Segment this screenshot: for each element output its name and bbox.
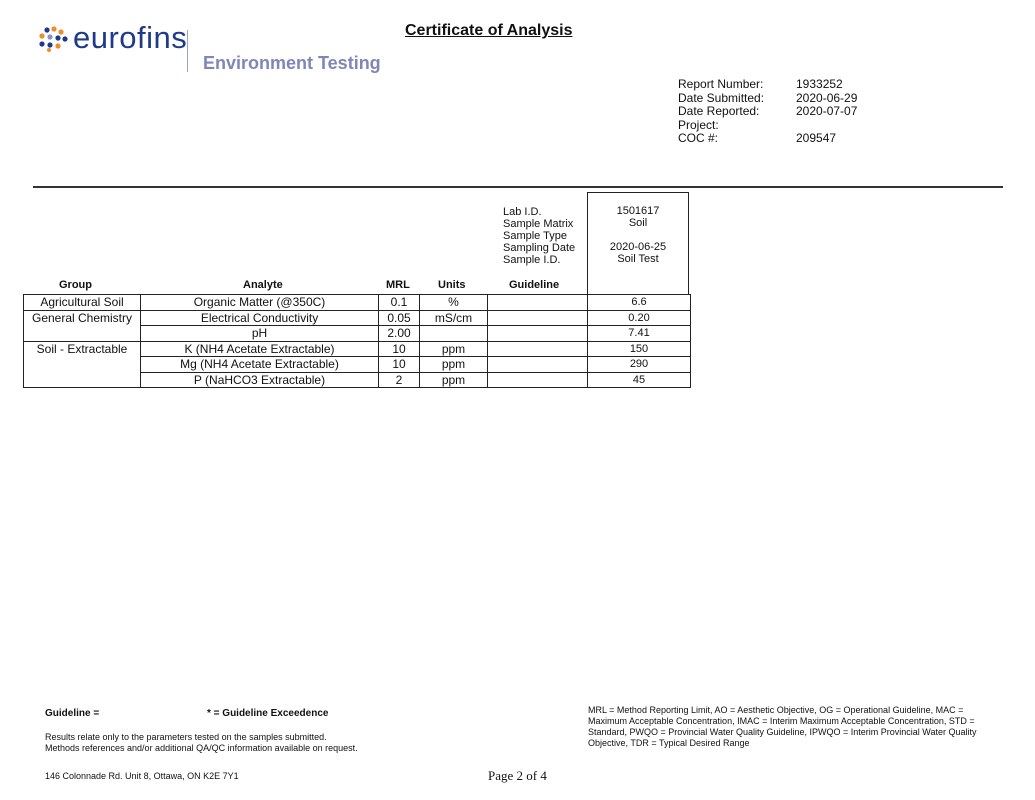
column-header-group: Group [59,279,92,291]
logo-divider [187,30,188,72]
guideline-cell [488,357,588,373]
sample-value: 1501617 [616,205,660,217]
meta-label: Date Reported: [678,104,760,119]
column-header-units: Units [438,279,466,291]
mrl-cell: 10 [379,357,420,373]
mrl-cell: 2 [379,372,420,388]
page-title: Certificate of Analysis [405,22,573,39]
guideline-cell [488,295,588,311]
units-cell: ppm [420,341,488,357]
guideline-cell [488,372,588,388]
sample-label: Lab I.D. [503,206,542,218]
address: 146 Colonnade Rd. Unit 8, Ottawa, ON K2E 7Y1 [45,771,239,781]
sample-header-labels [503,206,575,266]
logo-subtitle: Environment Testing [203,53,381,73]
meta-value: 2020-06-29 [796,90,858,105]
table-row [24,341,691,357]
meta-label: Date Submitted: [678,90,765,105]
logo-text: eurofins [73,20,188,55]
sample-label: Sample Matrix [503,218,574,230]
analyte-cell: K (NH4 Acetate Extractable) [141,341,379,357]
sample-label: Sampling Date [503,242,576,254]
meta-value: 209547 [796,131,837,146]
units-cell [420,326,488,342]
result-cell: 6.6 [588,295,691,311]
guideline-cell [488,326,588,342]
column-header-analyte: Analyte [243,279,283,291]
column-header-guideline: Guideline [509,279,560,291]
table-row [24,295,691,311]
report-meta [678,78,857,146]
analyte-cell: Electrical Conductivity [141,310,379,326]
units-cell: ppm [420,357,488,373]
result-cell: 45 [588,372,691,388]
analyte-cell: pH [141,326,379,342]
meta-label: COC #: [678,131,719,146]
mrl-cell: 2.00 [379,326,420,342]
sample-value: 2020-06-25 [609,241,667,253]
sample-label: Sample Type [503,230,568,242]
meta-label: Project: [678,117,719,132]
eurofins-logo-icon [38,26,68,52]
units-cell: ppm [420,372,488,388]
results-note: Results relate only to the parameters tested on the samples submitted. [45,732,327,742]
abbreviations-note: MRL = Method Reporting Limit, AO = Aesthetic Objective, OG = Operational Guideline, MAC = Maximum Acceptable Concentration, IMAC = Interim Maximum Acceptable Concentration, STD = Standard, PWQO = Provincial Water Quality Guideline, IPWQO = Interim Provincial Water Quality Objective, TDR = Typical Desired Range [588,705,977,748]
group-cell: General Chemistry [24,310,141,341]
guideline-cell [488,341,588,357]
mrl-cell: 0.05 [379,310,420,326]
table-row [24,310,691,326]
page-number: Page 2 of 4 [488,768,547,783]
sample-header-values [587,192,689,295]
sample-label: Sample I.D. [503,254,561,266]
units-cell: % [420,295,488,311]
results-table [23,294,691,388]
analyte-cell: P (NaHCO3 Extractable) [141,372,379,388]
sample-value [588,229,688,241]
analyte-cell: Mg (NH4 Acetate Extractable) [141,357,379,373]
guideline-cell [488,310,588,326]
result-cell: 7.41 [588,326,691,342]
column-header-mrl: MRL [386,279,410,291]
result-cell: 0.20 [588,310,691,326]
analyte-cell: Organic Matter (@350C) [141,295,379,311]
methods-note: Methods references and/or additional QA/QC information available on request. [45,743,358,753]
result-cell: 150 [588,341,691,357]
group-cell: Soil - Extractable [24,341,141,388]
guideline-legend: Guideline = [45,708,100,719]
result-cell: 290 [588,357,691,373]
exceedence-legend: * = Guideline Exceedence [207,708,329,719]
sample-value: Soil Test [617,253,659,265]
sample-value: Soil [628,217,648,229]
divider [33,186,1003,188]
meta-value: 1933252 [796,77,843,91]
units-cell: mS/cm [420,310,488,326]
group-cell: Agricultural Soil [24,295,141,311]
mrl-cell: 10 [379,341,420,357]
mrl-cell: 0.1 [379,295,420,311]
meta-value: 2020-07-07 [796,104,858,119]
meta-label: Report Number: [678,77,764,91]
